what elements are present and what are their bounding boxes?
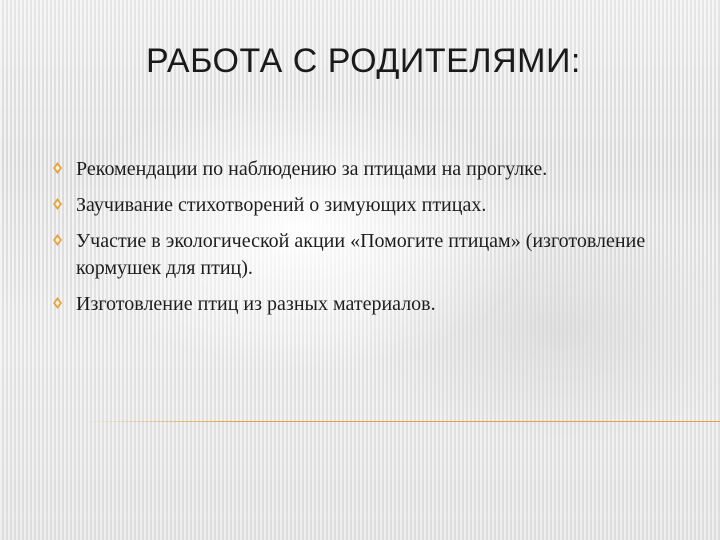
diamond-bullet-icon [52, 296, 63, 310]
bullet-text: Заучивание стихотворений о зимующих птицах. [76, 194, 487, 216]
diamond-bullet-icon [52, 197, 63, 211]
accent-divider [80, 421, 720, 422]
slide-title: РАБОТА С РОДИТЕЛЯМИ: [146, 42, 581, 80]
diamond-bullet-icon [52, 161, 63, 175]
list-item [52, 192, 672, 219]
bullet-list [52, 156, 672, 327]
bullet-text: Участие в экологической акции «Помогите птицам» (изготовление кормушек для птиц). [76, 230, 646, 279]
list-item [52, 156, 672, 183]
bullet-text: Изготовление птиц из разных материалов. [76, 293, 436, 315]
list-item [52, 291, 672, 318]
bullet-text: Рекомендации по наблюдению за птицами на прогулке. [76, 158, 548, 180]
diamond-bullet-icon [52, 233, 63, 247]
list-item [52, 228, 672, 282]
